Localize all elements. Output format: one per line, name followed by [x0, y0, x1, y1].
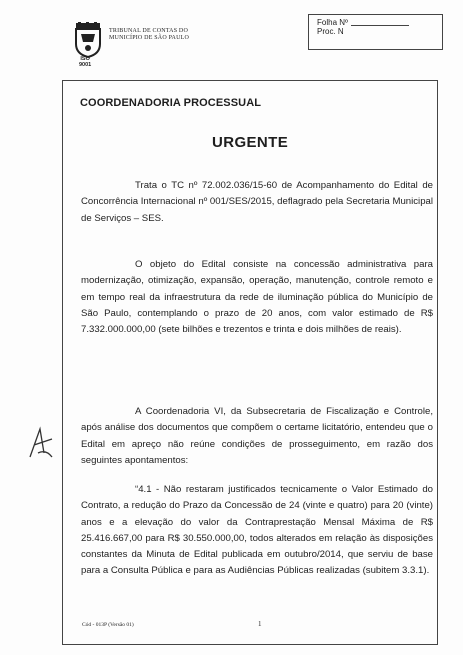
- handwritten-rubric-signature: [26, 423, 56, 463]
- paragraph-1-text: Trata o TC nº 72.002.036/15-60 de Acompanhamento do Edital de Concorrência Internacional nº 001/SES/2015, deflagrado pela Secretaria Municipal de Serviços – SES.: [81, 180, 433, 224]
- paragraph-2-text: O objeto do Edital consiste na concessão administrativa para modernização, otimização, expansão, operação, manutenção, controle remoto e em tempo real da infraestrutura da rede de iluminação pública do Município de São Paulo, contemplando o prazo de 20 anos, com valor estimado de R$ 7.332.000.000,00 (sete bilhões e trezentos e trinta e dois milhões de reais).: [81, 259, 433, 336]
- proc-field: [317, 27, 442, 36]
- folha-label: Folha Nº: [317, 18, 348, 27]
- paragraph-3-text: A Coordenadoria VI, da Subsecretaria de Fiscalização e Controle, após análise dos documentos que compõem o certame licitatório, entendeu que o Edital em apreço não reúne condições de prosseguimento, em razão dos seguintes apontamentos:: [81, 406, 433, 466]
- folha-field: [317, 18, 442, 27]
- paragraph-2: [81, 257, 433, 338]
- urgent-headline: URGENTE: [212, 134, 289, 151]
- page-number: 1: [258, 620, 262, 628]
- org-line-2: MUNICÍPIO DE SÃO PAULO: [109, 35, 190, 41]
- form-code: Cód - 013P (Versão 01): [82, 622, 134, 628]
- organization-name: [109, 28, 189, 42]
- paragraph-1: [81, 178, 433, 227]
- folha-blank-line: [351, 18, 409, 26]
- proc-label: Proc. N: [317, 27, 344, 36]
- paragraph-4-text: “4.1 - Não restaram justificados tecnicamente o Valor Estimado do Contrato, a redução do Prazo da Concessão de 24 (vinte e quatro) para 20 (vinte) anos e a elevação do valor da Contraprestação Mensal Máxima de R$ 25.416.667,00 para R$ 30.550.000,00, todos alterados em relação às disposições constantes da Minuta de Edital publicada em outubro/2014, que serviu de base para a Consulta Pública e para as Audiências Públicas realizadas (subitem 3.3.1).: [81, 484, 433, 577]
- paragraph-4-quote: [81, 482, 433, 580]
- org-line-1: TRIBUNAL DE CONTAS DO: [109, 28, 188, 34]
- section-title: COORDENADORIA PROCESSUAL: [80, 97, 262, 109]
- iso-label: ISO: [80, 56, 90, 62]
- paragraph-3: [81, 404, 433, 469]
- folha-proc-box: [308, 14, 443, 50]
- iso-certification-mark: [79, 56, 91, 68]
- iso-number: 9001: [79, 62, 92, 68]
